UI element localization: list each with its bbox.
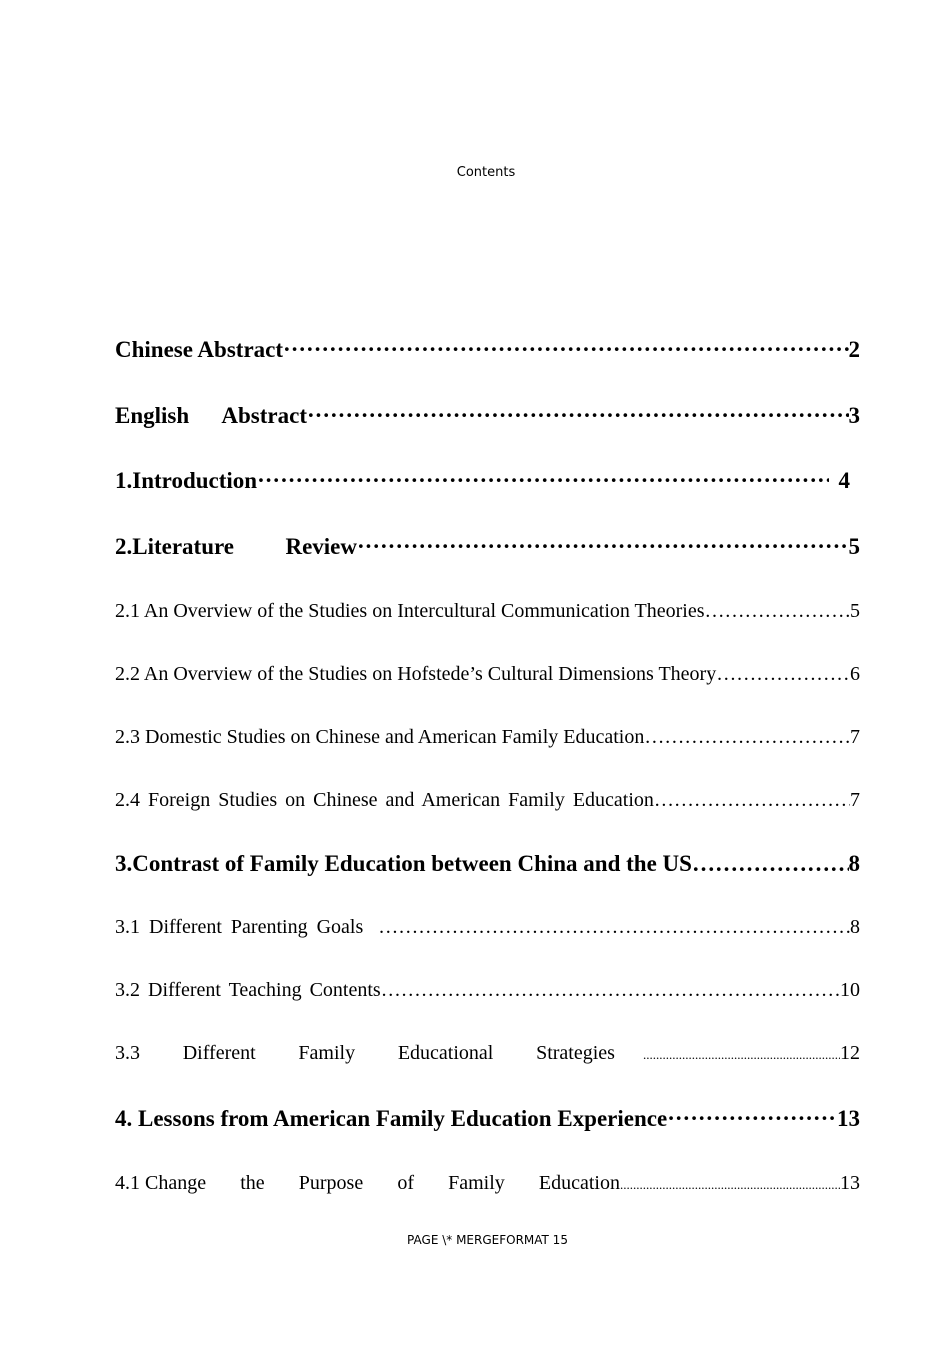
toc-entry-label (115, 917, 372, 937)
toc-word: Educational (397, 1042, 494, 1064)
toc-word: Different (182, 1042, 256, 1064)
toc-entry-4-1[interactable] (115, 1173, 860, 1193)
toc-word: Abstract (221, 403, 307, 428)
toc-entry-label (115, 601, 705, 621)
toc-word: 2.1 An Overview of the Studies on Intercultural Communication Theories (115, 600, 705, 622)
toc-page-number: 8 (850, 916, 860, 938)
toc-word: 2.3 Domestic Studies on Chinese and American Family Education (115, 726, 645, 748)
toc-word: 1.Introduction (115, 468, 258, 493)
toc-entry-3-1[interactable] (115, 917, 860, 937)
toc-word: the (240, 1172, 265, 1194)
toc-word: Family (448, 1172, 505, 1194)
toc-word: Review (285, 534, 357, 559)
toc-page-number: 10 (840, 979, 860, 1001)
toc-page-number: 5 (848, 534, 860, 559)
toc-dot-leader (667, 1107, 837, 1130)
page-footer-field: PAGE \* MERGEFORMAT 15 (407, 1233, 568, 1247)
toc-page-number: 8 (848, 851, 860, 876)
toc-word: 4.1 Change (115, 1172, 207, 1194)
toc-word: 2.Literature (115, 534, 235, 559)
toc-word: English (115, 403, 190, 428)
toc-dot-leader (381, 980, 840, 1000)
toc-page-number: 5 (850, 600, 860, 622)
toc-entry-literature-review[interactable] (115, 535, 860, 558)
toc-entry-label (115, 664, 716, 684)
toc-entry-2-2[interactable] (115, 664, 860, 684)
toc-page-number: 13 (837, 1106, 860, 1131)
toc-entry-label (115, 852, 692, 875)
toc-word: 2.2 An Overview of the Studies on Hofstede’s Cultural Dimensions Theory (115, 663, 717, 685)
toc-dot-leader (257, 469, 828, 492)
toc-dot-leader (643, 1043, 840, 1063)
toc-entry-3-2[interactable] (115, 980, 860, 1000)
toc-entry-label (115, 790, 654, 810)
toc-page-number: 12 (840, 1042, 860, 1064)
toc-dot-leader (357, 535, 849, 558)
toc-entry-label (115, 727, 644, 747)
toc-entry-label (115, 980, 381, 1000)
toc-entry-label (115, 1107, 667, 1130)
toc-word: 3.3 (115, 1042, 140, 1064)
toc-dot-leader (705, 601, 850, 621)
toc-word: 2.4 Foreign Studies on Chinese and American Family Education (115, 789, 654, 811)
toc-entry-label (115, 535, 357, 558)
toc-entry-label (115, 1043, 615, 1063)
toc-entry-label (115, 469, 257, 492)
toc-word: Education (538, 1172, 620, 1194)
toc-entry-lessons[interactable] (115, 1107, 860, 1130)
toc-entry-label (115, 338, 283, 361)
toc-word: Chinese Abstract (115, 337, 284, 362)
toc-page-number: 2 (848, 337, 860, 362)
page-title: Contents (456, 165, 516, 180)
toc-page-number: 7 (850, 726, 860, 748)
toc-dot-leader (716, 664, 850, 684)
toc-dot-leader (644, 727, 850, 747)
toc-word: Family (298, 1042, 356, 1064)
toc-entry-3-3[interactable] (115, 1043, 860, 1063)
toc-page-number: 3 (848, 403, 860, 428)
toc-word: 4. Lessons from American Family Education Experience (115, 1106, 668, 1131)
toc-entry-2-3[interactable] (115, 727, 860, 747)
toc-page-number: 6 (850, 663, 860, 685)
toc-entry-2-4[interactable] (115, 790, 860, 810)
toc-entry-label (115, 404, 307, 427)
toc-word: 3.Contrast of Family Education between China and the US (115, 851, 692, 876)
toc-page-number: 4 (838, 468, 850, 493)
toc-dot-leader (654, 790, 850, 810)
toc-word: of (397, 1172, 414, 1194)
toc-dot-leader (307, 404, 849, 427)
toc-entry-chinese-abstract[interactable] (115, 338, 860, 361)
toc-entry-contrast[interactable] (115, 852, 860, 875)
toc-page-number: 7 (850, 789, 860, 811)
toc-dot-leader (283, 338, 848, 361)
toc-entry-2-1[interactable] (115, 601, 860, 621)
toc-word: 3.2 Different Teaching Contents (115, 979, 381, 1001)
toc-page-number: 13 (840, 1172, 860, 1194)
toc-entry-introduction[interactable] (115, 469, 860, 492)
toc-dot-leader (620, 1173, 840, 1193)
toc-entry-label (115, 1173, 620, 1193)
toc-word: Strategies (536, 1042, 615, 1064)
toc-word: 3.1 Different Parenting Goals (115, 916, 373, 938)
toc-dot-leader (692, 852, 849, 875)
toc-word: Purpose (298, 1172, 364, 1194)
toc-dot-leader (378, 917, 850, 937)
toc-entry-english-abstract[interactable] (115, 404, 860, 427)
